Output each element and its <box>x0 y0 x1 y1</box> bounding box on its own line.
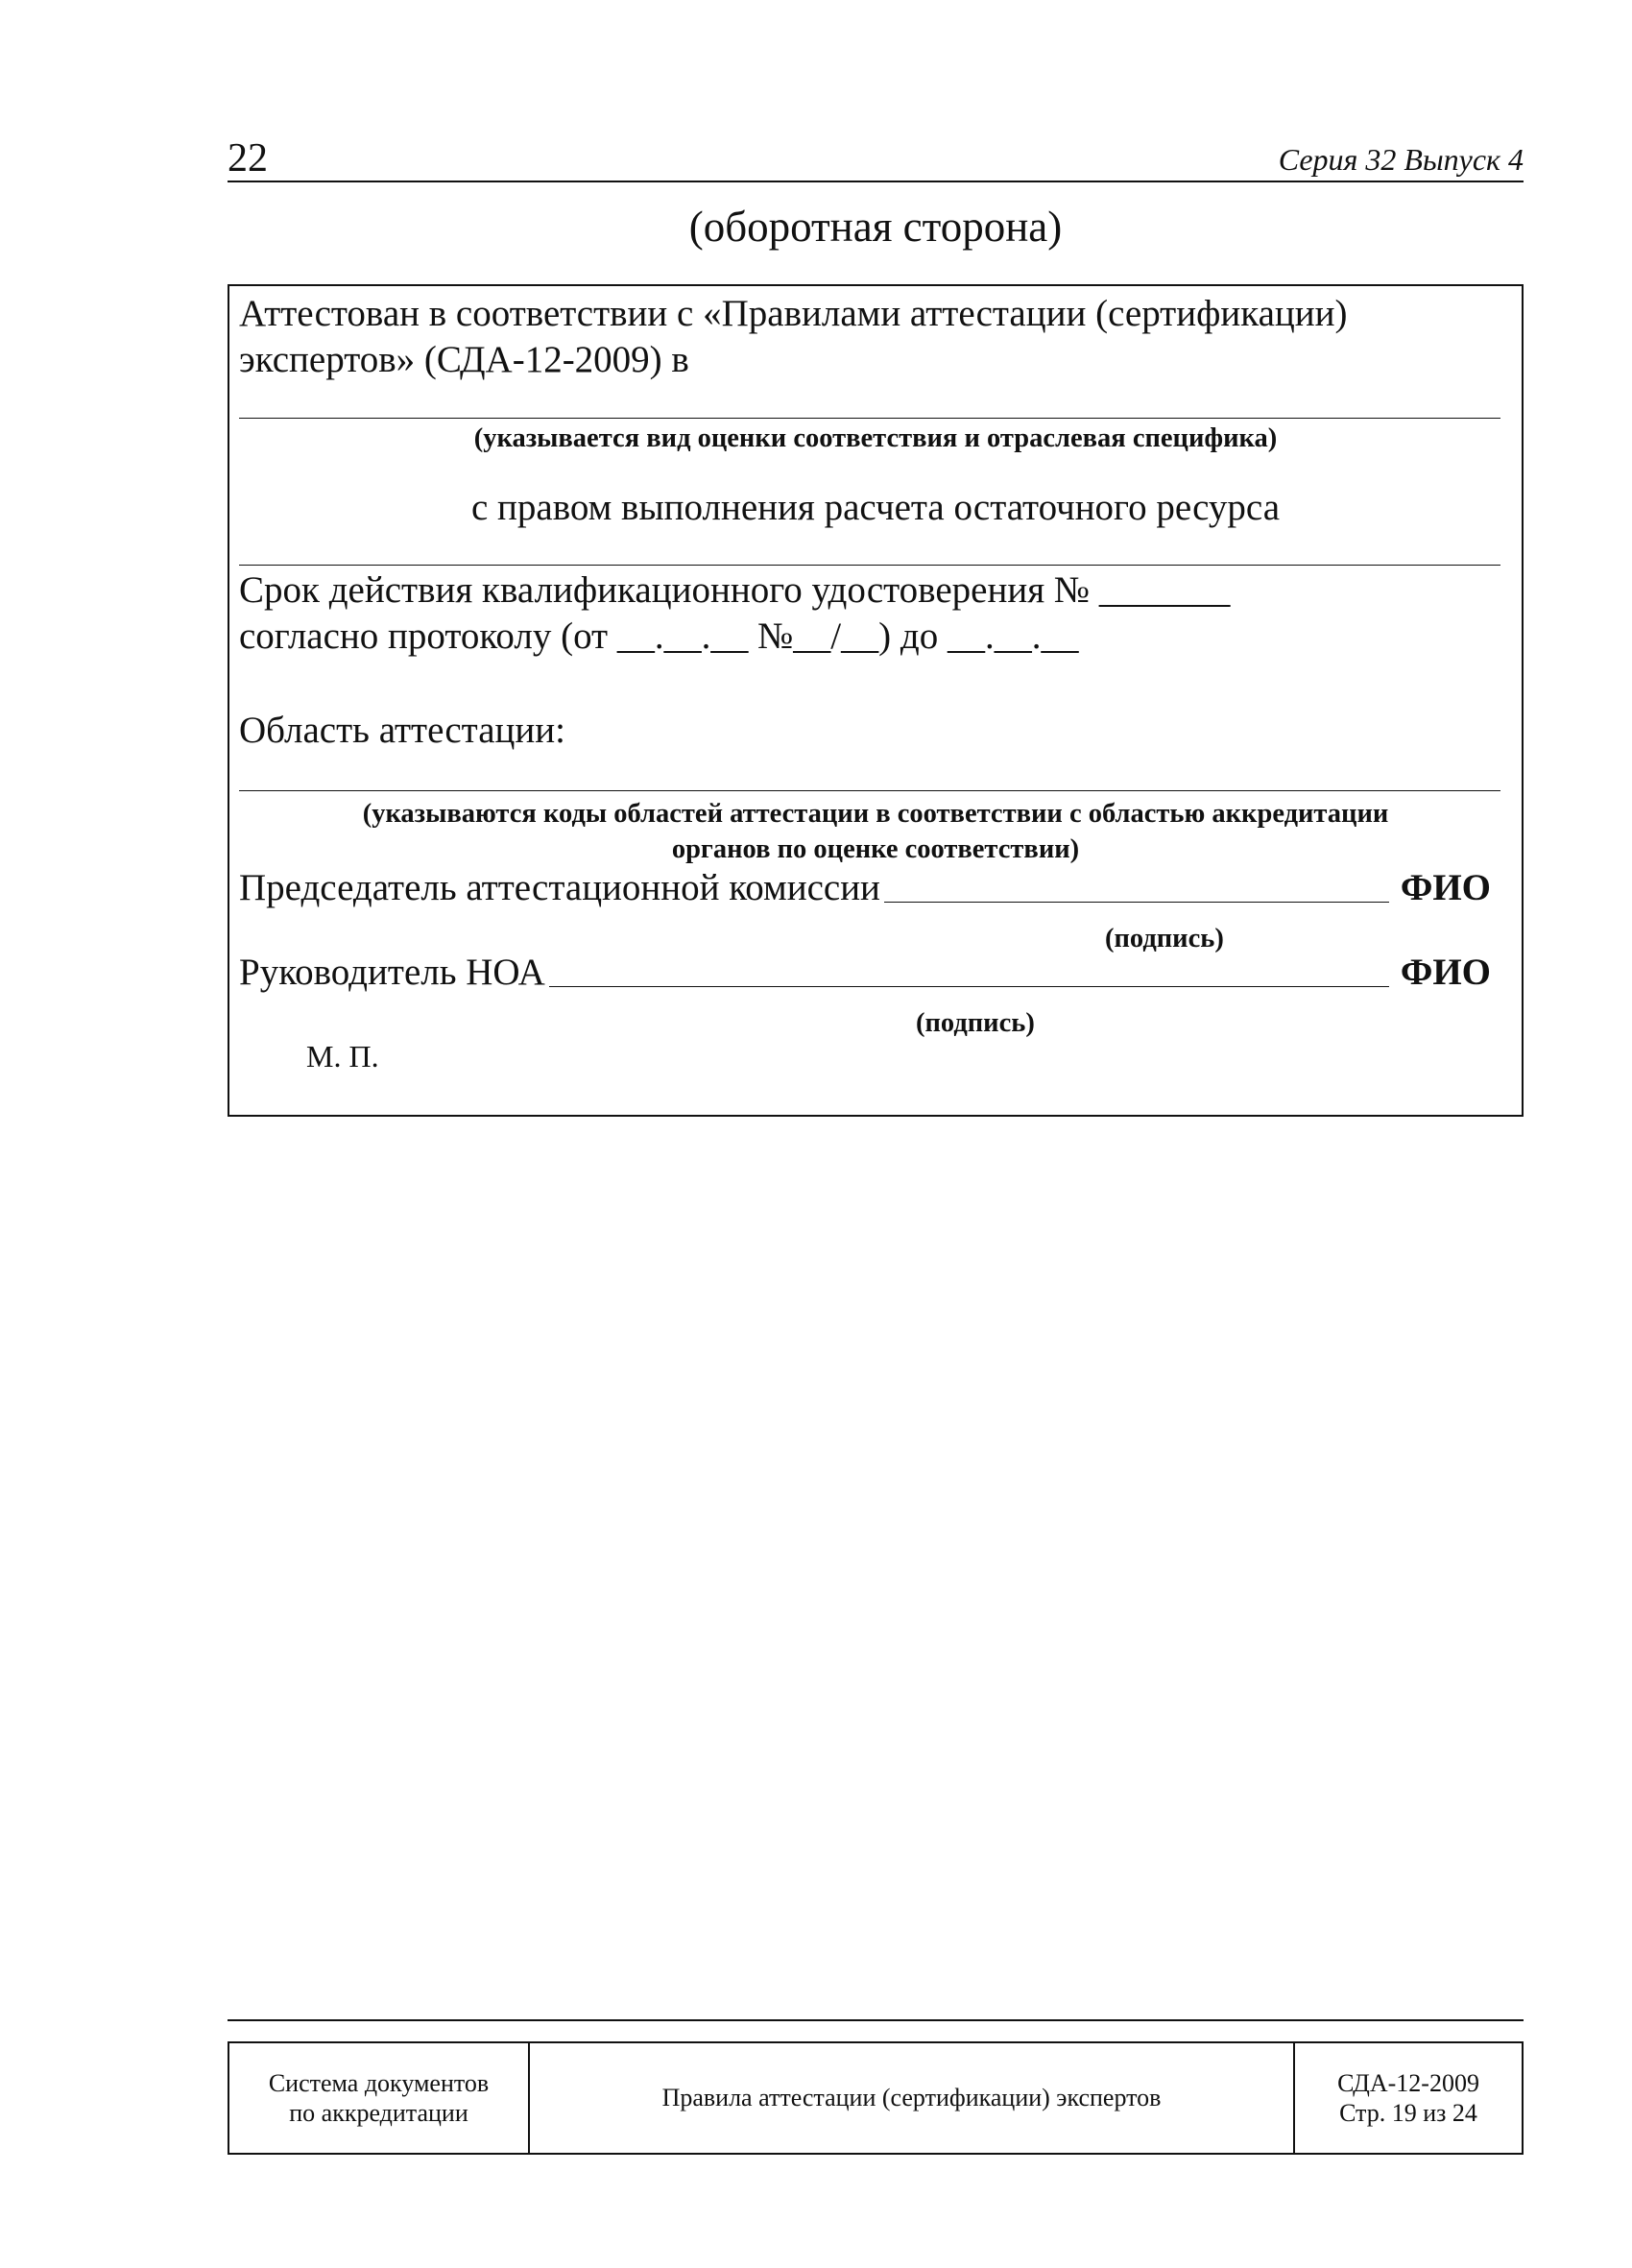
assessment-blank-line <box>239 418 1500 419</box>
footer-divider <box>228 2019 1524 2021</box>
footer-document-code: СДА-12-2009 <box>1337 2068 1479 2097</box>
chairman-fio: ФИО <box>1400 867 1491 908</box>
footer-table <box>228 2041 1524 2155</box>
chairman-signature-line <box>884 902 1389 903</box>
page-number: 22 <box>228 136 268 181</box>
footer-title-cell <box>530 2043 1295 2153</box>
attested-line-2: экспертов» (СДА-12-2009) в <box>239 339 689 380</box>
validity-line-2: согласно протоколу (от __.__.__ №__/__) до __.__.__ <box>239 615 1079 657</box>
footer-system-line-2: по аккредитации <box>289 2099 468 2127</box>
validity-line-1: Срок действия квалификационного удостоверения № _______ <box>239 569 1231 611</box>
side-title: (оборотная сторона) <box>688 203 1063 251</box>
chairman-signature-row <box>239 866 1491 911</box>
running-header <box>228 133 1524 182</box>
footer-document-title: Правила аттестации (сертификации) экспертов <box>661 2084 1162 2112</box>
footer-system-cell <box>229 2043 530 2153</box>
attested-line-1: Аттестован в соответствии с «Правилами аттестации (сертификации) <box>239 293 1348 334</box>
with-right-line: с правом выполнения расчета остаточного ресурса <box>470 487 1281 528</box>
footer-code-cell <box>1295 2043 1522 2153</box>
head-signature-row <box>239 951 1491 996</box>
series-label: Серия 32 Выпуск 4 <box>1278 142 1524 177</box>
attestation-area-label: Область аттестации: <box>239 710 565 751</box>
assessment-note: (указывается вид оценки соответствия и отраслевая специфика) <box>473 423 1278 453</box>
divider-line <box>239 565 1500 566</box>
chairman-label: Председатель аттестационной комиссии <box>239 867 880 908</box>
stamp-place-label: М. П. <box>306 1039 379 1074</box>
area-note-line-1: (указываются коды областей аттестации в соответствии с областью аккредитации <box>362 799 1389 829</box>
head-signature-caption: (подпись) <box>916 1008 1035 1038</box>
chairman-signature-caption: (подпись) <box>1105 924 1224 953</box>
footer-system-line-1: Система документов <box>268 2068 490 2097</box>
attestation-area-blank-line <box>239 790 1500 791</box>
area-note-line-2: органов по оценке соответствии) <box>671 834 1080 864</box>
head-fio: ФИО <box>1400 952 1491 993</box>
certificate-form <box>228 284 1524 1117</box>
head-label: Руководитель НОА <box>239 952 545 993</box>
head-signature-line <box>549 986 1389 987</box>
footer-page-info: Стр. 19 из 24 <box>1339 2099 1477 2127</box>
